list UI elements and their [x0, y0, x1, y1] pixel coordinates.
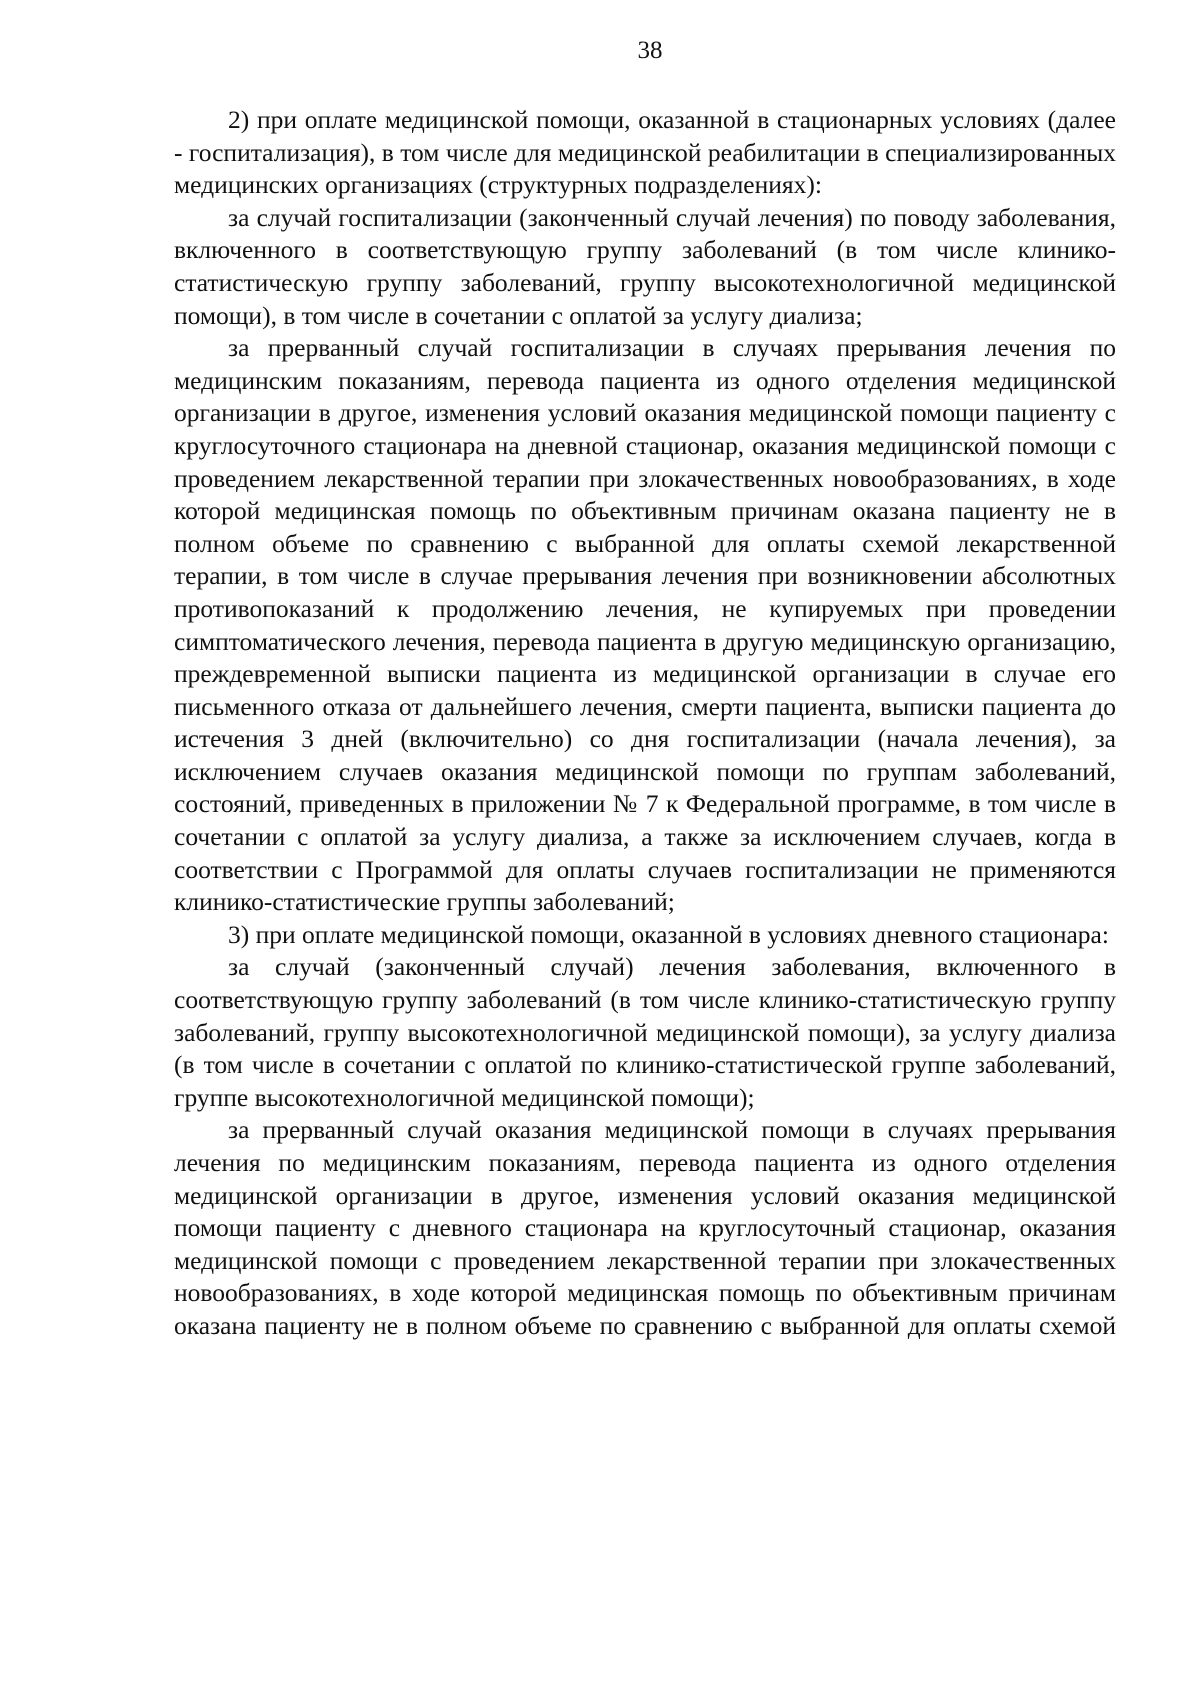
paragraph-completed-hospitalization: за случай госпитализации (законченный случай лечения) по поводу заболевания, включенного в соответствующую группу заболеваний (в том числе клинико-статистическую группу заболеваний, группу высокотехнологичной медицинской помощи), в том числе в сочетании с оплатой за услугу диализа; — [174, 202, 1116, 330]
paragraph-completed-day-case: за случай (законченный случай) лечения заболевания, включенного в соответствующую группу заболеваний (в том числе клинико-статистическую группу заболеваний, группу высокотехнологичной медицинской помощи), за услугу диализа (в том числе в сочетании с оплатой по клинико-статистической группе заболеваний, группе высокотехнологичной медицинской помощи); — [174, 952, 1116, 1112]
page-number: 38 — [637, 37, 663, 64]
document-body — [174, 104, 1116, 1343]
paragraph-interrupted-hospitalization: за прерванный случай госпитализации в случаях прерывания лечения по медицинским показаниям, перевода пациента из одного отделения медицинской организации в другое, изменения условий оказания медицинской помощи пациенту с круглосуточного стационара на дневной стационар, оказания медицинской помощи с проведением лекарственной терапии при злокачественных новообразованиях, в ходе которой медицинская помощь по объективным причинам оказана пациенту не в полном объеме по сравнению с выбранной для оплаты схемой лекарственной терапии, в том числе в случае прерывания лечения при возникновении абсолютных противопоказаний к продолжению лечения, не купируемых при проведении симптоматического лечения, перевода пациента в другую медицинскую организацию, преждевременной выписки пациента из медицинской организации в случае его письменного отказа от дальнейшего лечения, смерти пациента, выписки пациента до истечения 3 дней (включительно) со дня госпитализации (начала лечения), за исключением случаев оказания медицинской помощи по группам заболеваний, состояний, приведенных в приложении № 7 к Федеральной программе, в том числе в сочетании с оплатой за услугу диализа, а также за исключением случаев, когда в соответствии с Программой для оплаты случаев госпитализации не применяются клинико-статистические группы заболеваний; — [174, 333, 1116, 917]
paragraph-item-3-day-hospital: 3) при оплате медицинской помощи, оказанной в условиях дневного стационара: — [228, 919, 1109, 949]
paragraph-interrupted-day-case: за прерванный случай оказания медицинской помощи в случаях прерывания лечения по медицинским показаниям, перевода пациента из одного отделения медицинской организации в другое, изменения условий оказания медицинской помощи пациенту с дневного стационара на круглосуточный стационар, оказания медицинской помощи с проведением лекарственной терапии при злокачественных новообразованиях, в ходе которой медицинская помощь по объективным причинам оказана пациенту не в полном объеме по сравнению с выбранной для оплаты схемой — [174, 1115, 1116, 1340]
paragraph-item-2-inpatient: 2) при оплате медицинской помощи, оказанной в стационарных условиях (далее - госпитализация), в том числе для медицинской реабилитации в специализированных медицинских организациях (структурных подразделениях): — [174, 105, 1116, 200]
